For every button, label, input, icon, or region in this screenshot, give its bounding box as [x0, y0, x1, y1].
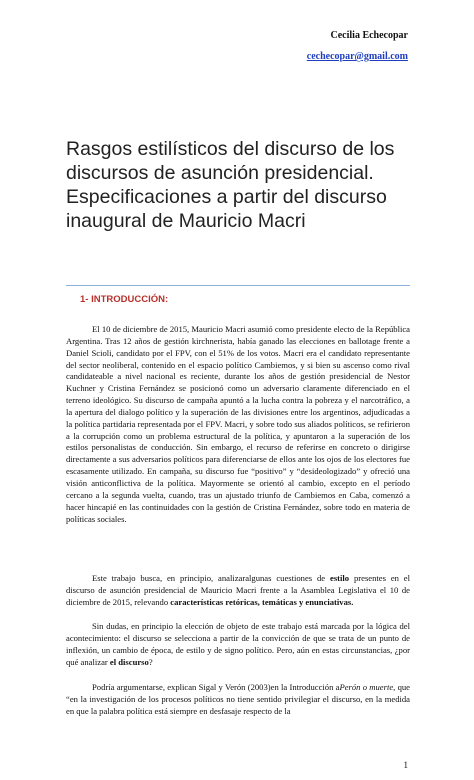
italic-book-title: Perón o muerte [339, 682, 394, 692]
body-paragraph-4 [66, 682, 410, 718]
paragraph-text: , que “en la investigación de los procesos políticos no tiene sentido privilegiar el discurso, en la medida en que la palabra política está siempre en desfasaje respecto de la [66, 682, 410, 716]
author-name: Cecilia Echecopar [330, 30, 408, 41]
page-number: 1 [403, 760, 408, 770]
paragraph-text: Sin dudas, en principio la elección de objeto de este trabajo está marcada por la lógica del acontecimiento: el discurso se selecciona a partir de la convicción de que se trata de un punto de inflexión, un cambio de época, de estilo y de signo político. Pero, aún en estas circunstancias, ¿por qué analizar [66, 621, 410, 667]
paragraph-text: ? [148, 656, 153, 667]
document-title: Rasgos estilísticos del discurso de los discursos de asunción presidencial. Especificaciones a partir del discurso inaugural de Mauricio Macri [66, 138, 395, 232]
body-paragraph-3 [66, 621, 410, 668]
title-divider [66, 285, 410, 286]
body-paragraph-2 [66, 573, 410, 609]
bold-term-features: características retóricas, temáticas y enunciativas. [170, 596, 354, 607]
paragraph-text: Podría argumentarse, explican Sigal y Verón (2003)en la Introducción a [92, 682, 340, 692]
bold-term-estilo: estilo [330, 573, 350, 583]
author-email-link[interactable]: cechecopar@gmail.com [306, 51, 408, 62]
paragraph-text: Este trabajo busca, en principio, analizaralgunas cuestiones de [92, 573, 330, 583]
paragraph-text: presentes en el discurso de asunción presidencial de Mauricio Macri frente a la Asamblea Legislativa el 10 de diciembre de 2015, relevando [66, 573, 411, 607]
section-heading: 1- INTRODUCCIÓN: [80, 294, 169, 305]
body-paragraph-1: El 10 de diciembre de 2015, Mauricio Macri asumió como presidente electo de la República Argentina. Tras 12 años de gestión kirchnerista, había ganado las elecciones en ballotage frente a Daniel Scioli, candidato por el FPV, con el 51% de los votos. Macri era el candidato representante del sector neoliberal, contenido en el espacio político Cambiemos, y si bien su ascenso como rival candidateable a nivel nacional es reciente, durante los años de gestión presidencial de Nestor Kuchner y Cristina Fernández se posicionó como un adversario claramente diferenciado en el terreno ideológico. Su discurso de campaña apuntó a la lucha contra la pobreza y el narcotráfico, a la apertura del dialogo político y la superación de las divisiones entre los argentinos, adjudicadas a la política partidaria representada por el FPV. Macri, y sobre todo sus aliados políticos, se refirieron a la corrupción como un problema estructural de la política, y apuntaron a la superación de los estilos personalistas de conducción. Sin embargo, el recurso de referirse en concreto o dirigirse directamente a sus adversarios políticos para diferenciarse de ellos ante los ojos de los electores fue escasamente utilizado. En campaña, su discurso fue “positivo” y “desideologizado” y ofreció una visión anticonflictiva de la política. Mayormente se orientó al cambio, excepto en el período cercano a la segunda vuelta, cuando, tras un ajustado triunfo de Cambiemos en Caba, comenzó a hacer hincapié en las continuidades con la gestión de Cristina Fernández, sobre todo en materia de políticas sociales. [66, 324, 410, 524]
bold-term-discurso: el discurso [109, 656, 149, 667]
